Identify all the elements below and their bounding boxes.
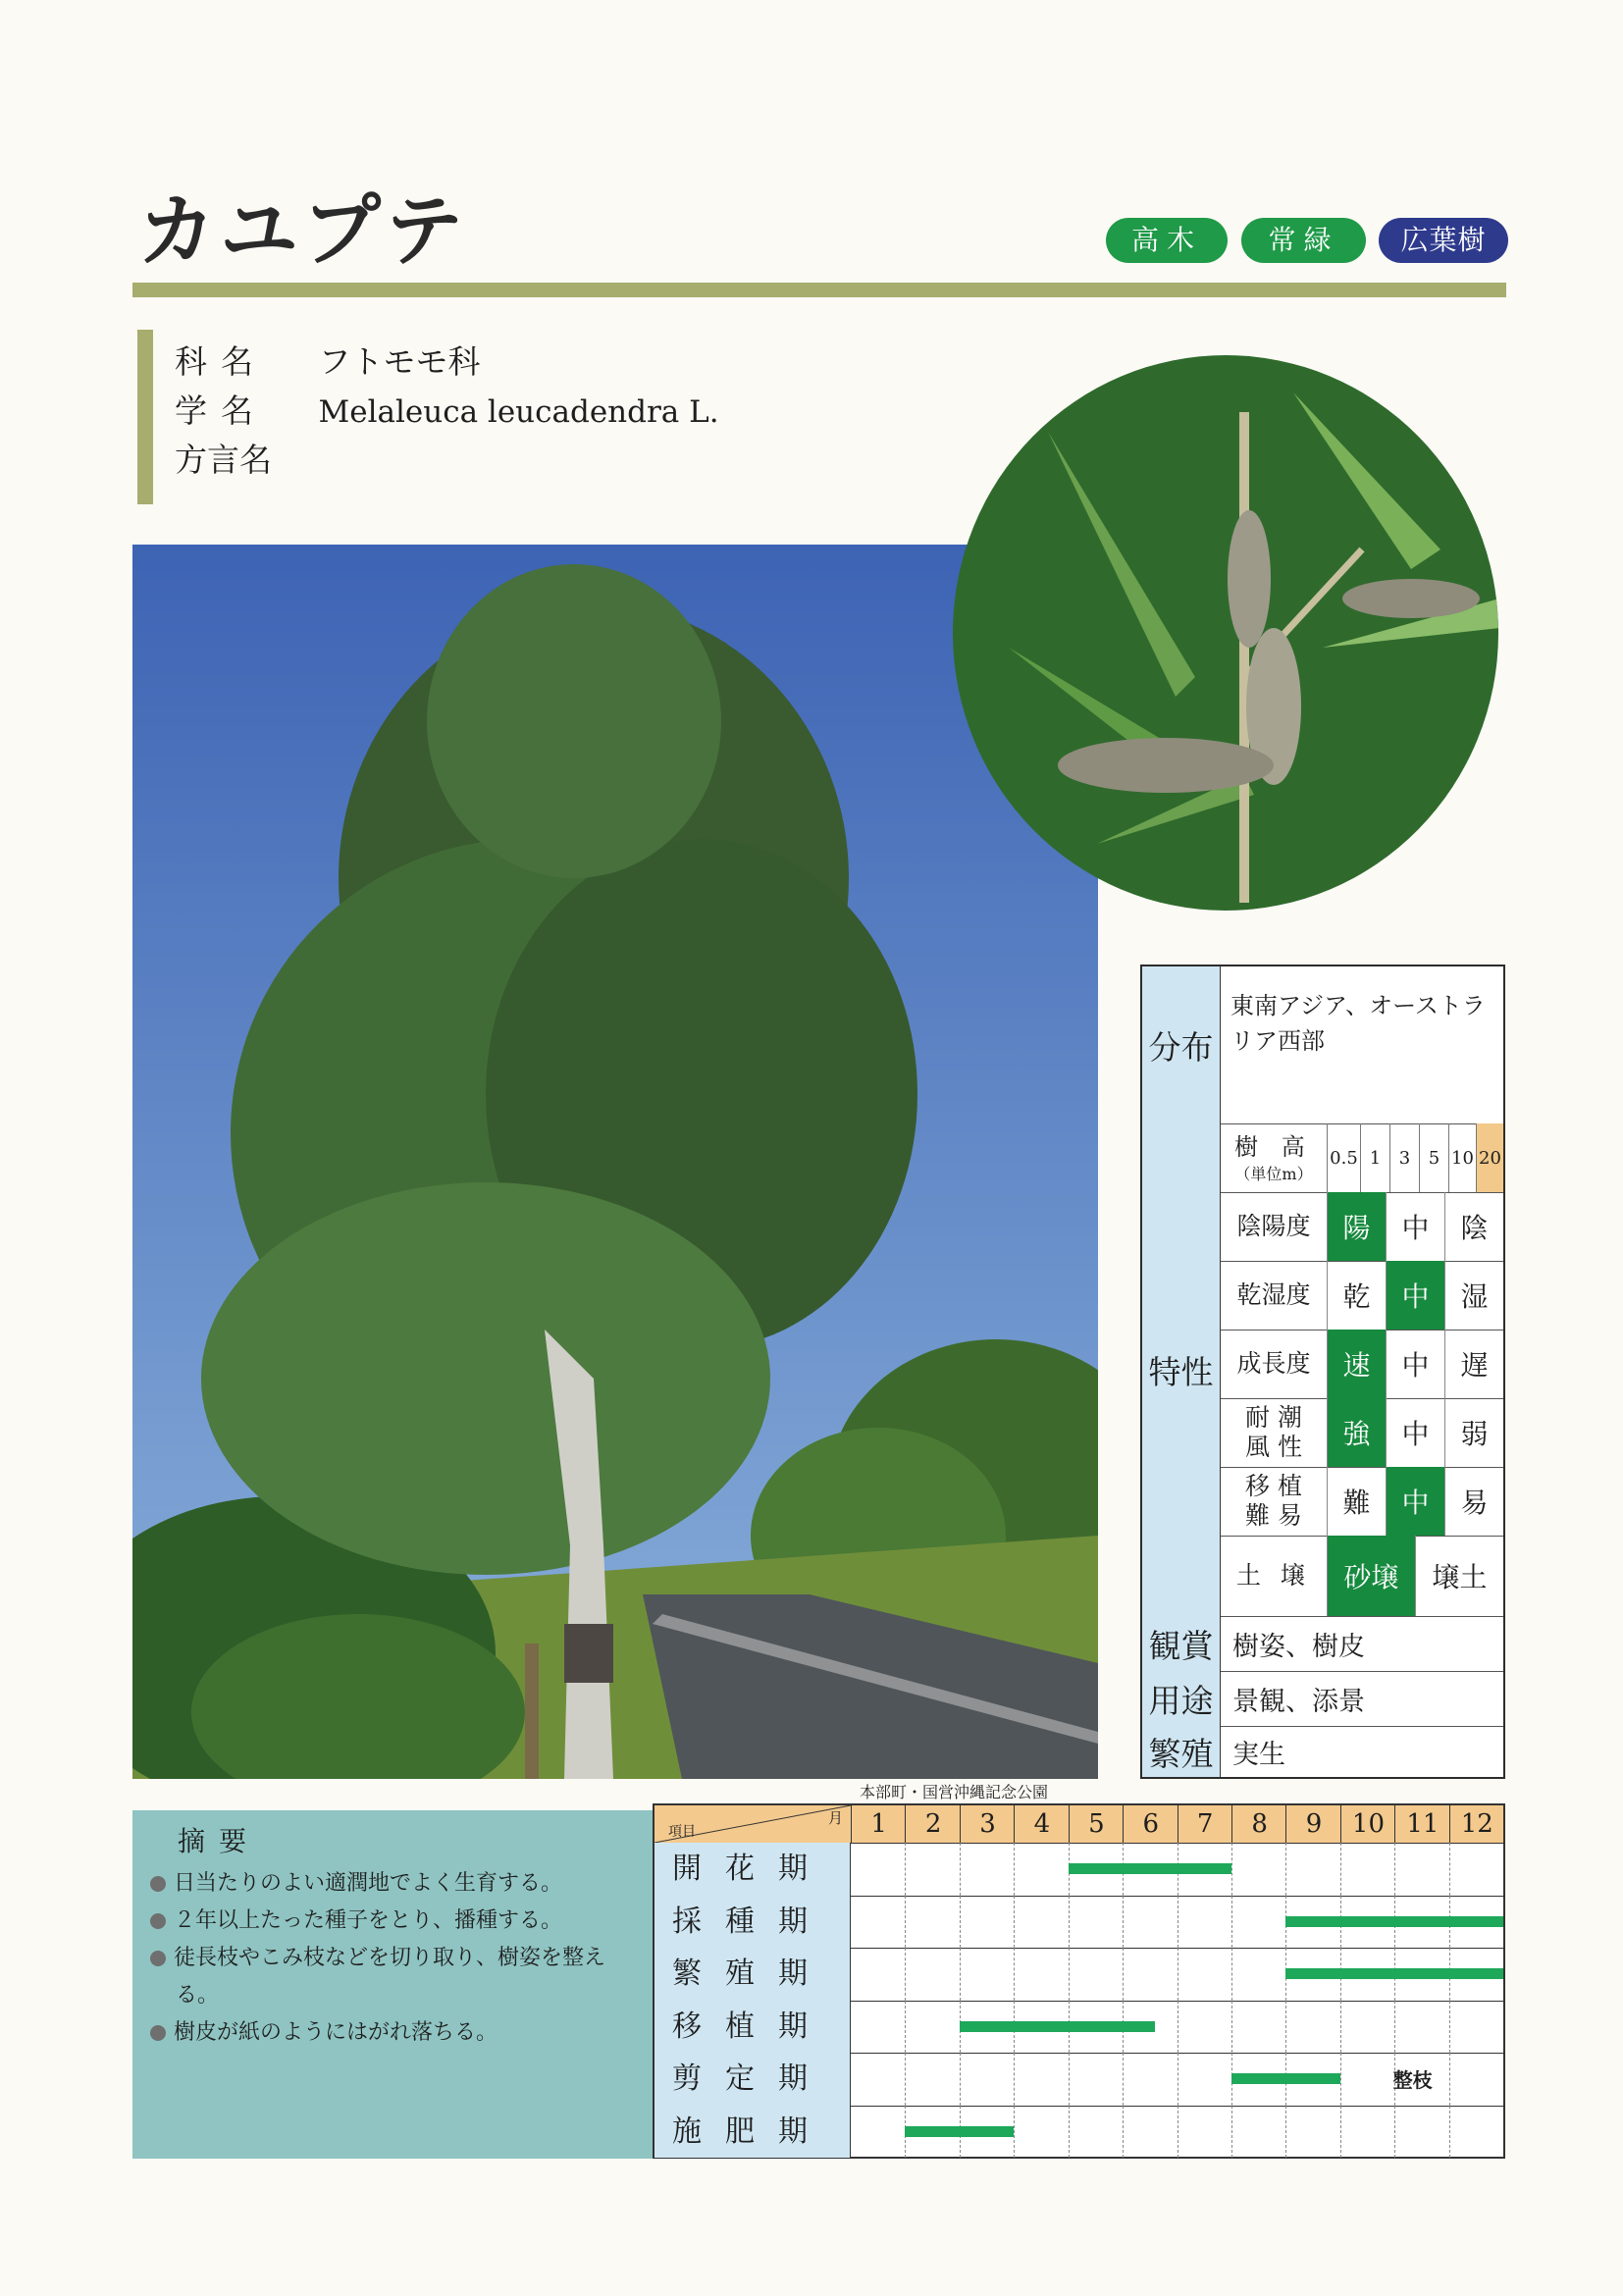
calendar-month-header: 月 [827, 1809, 843, 1827]
month-gridline [960, 1948, 961, 2001]
month-gridline [1069, 1896, 1070, 1949]
month-gridline [960, 1896, 961, 1949]
calendar-row-label: 繁殖期 [654, 1948, 851, 2001]
family-value: フトモモ科 [318, 342, 481, 381]
title-divider [132, 283, 1506, 297]
month-gridline [1123, 2106, 1124, 2159]
month-gridline [1014, 1896, 1015, 1949]
height-scale-5: 5 [1419, 1123, 1448, 1192]
month-header: 5 [1069, 1805, 1124, 1843]
transplant-label [1221, 1467, 1327, 1536]
scientific-name-row [175, 391, 719, 430]
growth-option-slow: 遅 [1444, 1330, 1503, 1398]
calendar-row [654, 1948, 1503, 2002]
month-header: 6 [1123, 1805, 1178, 1843]
calendar-item-header: 項目 [668, 1824, 696, 1840]
schedule-bar [1285, 1968, 1503, 1979]
transplant-option-hard: 難 [1327, 1467, 1386, 1536]
height-scale-0.5: 0.5 [1327, 1123, 1360, 1192]
salt-wind-option-mid: 中 [1386, 1398, 1444, 1467]
schedule-note: 整枝 [1392, 2068, 1433, 2092]
calendar-header [654, 1805, 1503, 1844]
month-header: 9 [1285, 1805, 1340, 1843]
month-gridline [1285, 2001, 1286, 2054]
month-gridline [1231, 1896, 1232, 1949]
shade-option-sun: 陽 [1327, 1192, 1386, 1261]
ornamental-value: 樹姿、樹皮 [1232, 1631, 1365, 1662]
soil-option-loam: 壌土 [1415, 1536, 1503, 1616]
transplant-label-top: 移 植 [1245, 1472, 1302, 1500]
name-accent-bar [137, 330, 153, 504]
shade-option-shade: 陰 [1444, 1192, 1503, 1261]
moisture-option-wet: 湿 [1444, 1261, 1503, 1330]
month-gridline [905, 2053, 906, 2106]
month-gridline [905, 1896, 906, 1949]
badge-tall-tree: 高木 [1106, 218, 1228, 263]
month-gridline [1394, 2001, 1395, 2054]
month-header: 3 [960, 1805, 1015, 1843]
height-label-cell [1221, 1123, 1327, 1192]
month-gridline [1449, 1843, 1450, 1896]
summary-item [150, 1903, 645, 1940]
month-gridline [1231, 2001, 1232, 2054]
month-header: 12 [1449, 1805, 1504, 1843]
salt-wind-option-weak: 弱 [1444, 1398, 1503, 1467]
calendar-row [654, 1843, 1503, 1897]
month-gridline [1449, 2053, 1450, 2106]
calendar-corner [654, 1805, 852, 1843]
month-gridline [1231, 1843, 1232, 1896]
shade-tolerance-label: 陰陽度 [1236, 1212, 1311, 1240]
summary-item-text: ２年以上たった種子をとり、播種する。 [174, 1908, 563, 1933]
bullet-icon [150, 1876, 166, 1892]
month-gridline [1014, 1843, 1015, 1896]
schedule-bar [1231, 2073, 1340, 2084]
calendar-row [654, 2053, 1503, 2107]
badge-evergreen: 常緑 [1241, 218, 1366, 263]
month-gridline [1340, 2001, 1341, 2054]
month-gridline [1394, 2106, 1395, 2159]
month-header: 1 [851, 1805, 906, 1843]
month-header: 10 [1340, 1805, 1395, 1843]
month-gridline [1340, 2106, 1341, 2159]
month-gridline [1449, 2001, 1450, 2054]
calendar-row-label: 施肥期 [654, 2106, 851, 2159]
month-gridline [1231, 1948, 1232, 2001]
distribution-label: 分布 [1142, 966, 1221, 1123]
summary-box [132, 1810, 662, 2159]
growth-option-mid: 中 [1386, 1330, 1444, 1398]
schedule-bar [1069, 1863, 1231, 1874]
month-gridline [1231, 2106, 1232, 2159]
height-scale-3: 3 [1389, 1123, 1419, 1192]
calendar-row-label: 移植期 [654, 2001, 851, 2054]
month-gridline [905, 2001, 906, 2054]
summary-title: 摘要 [178, 1825, 261, 1857]
month-gridline [1449, 2106, 1450, 2159]
dialect-name-row [175, 441, 319, 479]
summary-item [150, 2014, 645, 2052]
salt-wind-label-bottom: 風 性 [1245, 1433, 1302, 1461]
photo-caption: 本部町・国営沖縄記念公園 [860, 1783, 1049, 1801]
summary-item-text: 徒長枝やこみ枝などを切り取り、樹姿を整える。 [174, 1946, 606, 2008]
moisture-option-mid: 中 [1386, 1261, 1444, 1330]
ornamental-label: 観賞 [1142, 1616, 1221, 1671]
traits-label: 特性 [1142, 1123, 1221, 1616]
height-scale-20-selected: 20 [1476, 1123, 1503, 1192]
traits-table [1140, 965, 1505, 1779]
badge-broadleaf: 広葉樹 [1379, 218, 1508, 263]
month-gridline [1069, 2106, 1070, 2159]
month-gridline [1014, 1948, 1015, 2001]
month-gridline [1285, 2106, 1286, 2159]
month-gridline [1014, 2053, 1015, 2106]
soil-label: 土 壌 [1236, 1561, 1311, 1590]
calendar-row [654, 2001, 1503, 2055]
calendar-row-label: 採種期 [654, 1896, 851, 1949]
transplant-option-easy: 易 [1444, 1467, 1503, 1536]
month-gridline [1123, 1896, 1124, 1949]
page-title: カユプテ [137, 184, 467, 277]
month-gridline [1285, 1843, 1286, 1896]
salt-wind-label [1221, 1398, 1327, 1467]
growth-label: 成長度 [1236, 1349, 1311, 1378]
summary-item [150, 1940, 645, 2014]
scientific-label: 学名 [175, 391, 267, 430]
bullet-icon [150, 1913, 166, 1929]
schedule-bar [1285, 1916, 1503, 1927]
soil-option-sandy-loam: 砂壌 [1327, 1536, 1415, 1616]
month-header: 4 [1014, 1805, 1069, 1843]
shade-option-mid: 中 [1386, 1192, 1444, 1261]
distribution-value: 東南アジア、オーストラリア西部 [1230, 992, 1486, 1055]
month-gridline [960, 1843, 961, 1896]
fruit-closeup-photo [950, 353, 1501, 913]
family-label: 科名 [175, 342, 267, 381]
month-gridline [905, 1843, 906, 1896]
schedule-bar [905, 2126, 1014, 2137]
summary-item [150, 1865, 645, 1903]
salt-wind-label-top: 耐 潮 [1245, 1403, 1302, 1432]
month-gridline [1069, 2053, 1070, 2106]
summary-item-text: 日当たりのよい適潤地でよく生育する。 [174, 1871, 563, 1896]
month-gridline [1069, 1948, 1070, 2001]
moisture-option-dry: 乾 [1327, 1261, 1386, 1330]
calendar-row-label: 開花期 [654, 1843, 851, 1896]
summary-item-text: 樹皮が紙のようにはがれ落ちる。 [174, 2020, 498, 2045]
month-gridline [1014, 2106, 1015, 2159]
propagation-value: 実生 [1232, 1739, 1285, 1770]
height-scale-1: 1 [1360, 1123, 1389, 1192]
month-header: 8 [1231, 1805, 1286, 1843]
month-header: 2 [905, 1805, 960, 1843]
height-label: 樹 高 [1234, 1133, 1313, 1161]
schedule-bar [960, 2021, 1156, 2032]
transplant-option-mid: 中 [1386, 1467, 1444, 1536]
month-header: 7 [1178, 1805, 1232, 1843]
salt-wind-option-strong: 強 [1327, 1398, 1386, 1467]
dialect-label: 方言名 [175, 441, 272, 479]
work-calendar [653, 1803, 1505, 2159]
month-gridline [1123, 2053, 1124, 2106]
month-header: 11 [1394, 1805, 1449, 1843]
month-gridline [905, 1948, 906, 2001]
family-row [175, 342, 481, 381]
propagation-label: 繁殖 [1142, 1726, 1221, 1777]
bullet-icon [150, 2025, 166, 2041]
scientific-value: Melaleuca leucadendra L. [318, 394, 719, 430]
calendar-row [654, 1896, 1503, 1950]
height-unit: （単位m） [1234, 1165, 1313, 1183]
month-gridline [1340, 1843, 1341, 1896]
use-label: 用途 [1142, 1671, 1221, 1726]
month-gridline [960, 2053, 961, 2106]
calendar-row [654, 2106, 1503, 2160]
month-gridline [1394, 1843, 1395, 1896]
month-gridline [1340, 2053, 1341, 2106]
month-gridline [1123, 1948, 1124, 2001]
moisture-label: 乾湿度 [1236, 1280, 1311, 1309]
bullet-icon [150, 1951, 166, 1966]
height-scale-10: 10 [1448, 1123, 1476, 1192]
calendar-row-label: 剪定期 [654, 2053, 851, 2106]
use-value: 景観、添景 [1232, 1686, 1365, 1717]
growth-option-fast: 速 [1327, 1330, 1386, 1398]
transplant-label-bottom: 難 易 [1245, 1501, 1302, 1530]
